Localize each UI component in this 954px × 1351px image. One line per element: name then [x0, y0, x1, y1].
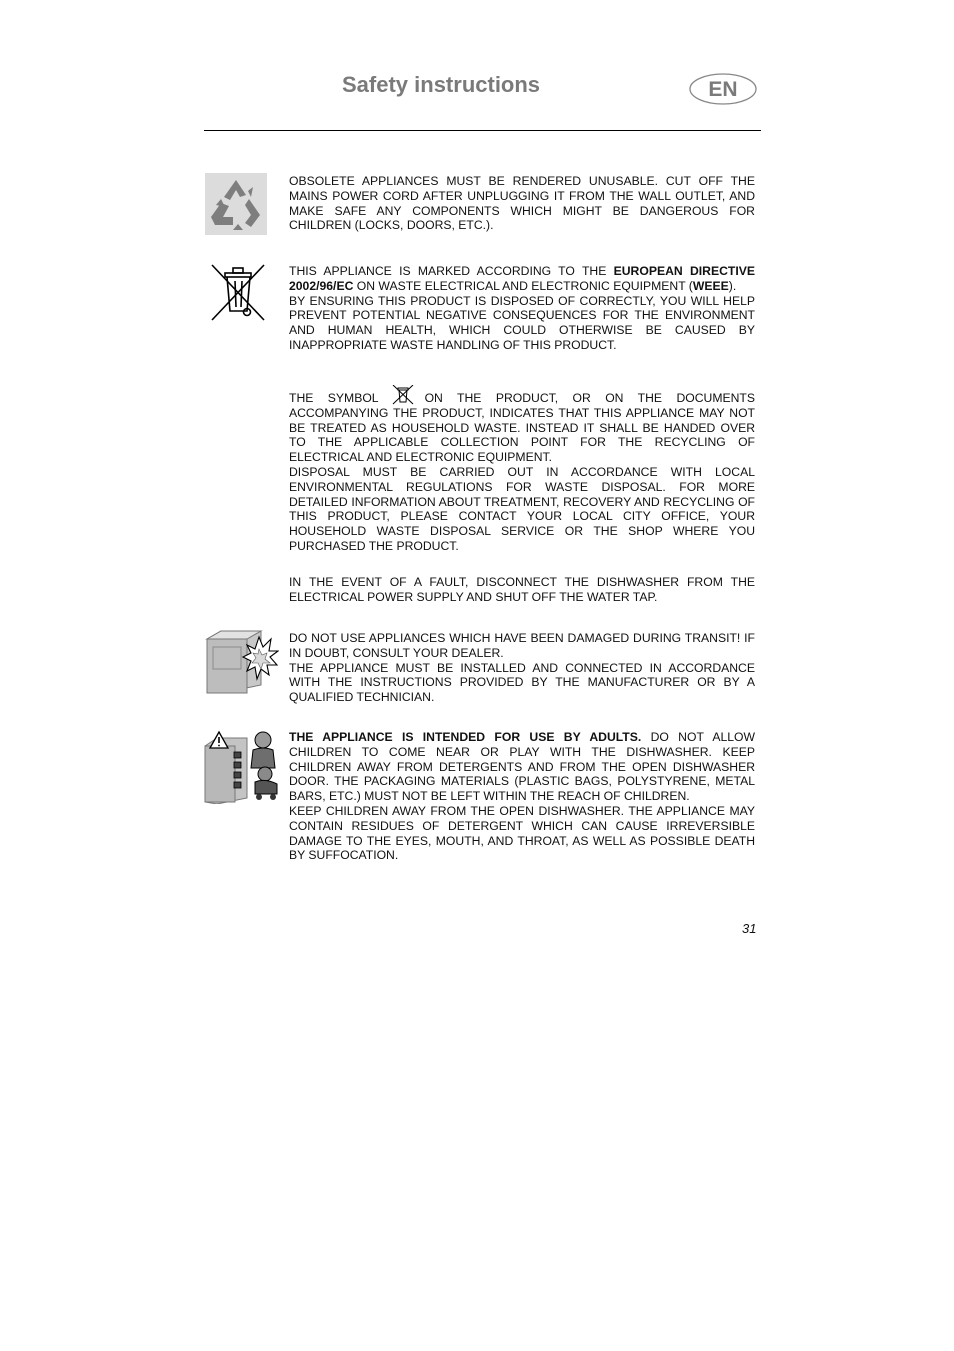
section-obsolete-appliances: [289, 174, 755, 233]
section-symbol: [289, 385, 755, 554]
weee-paragraph-1: [289, 264, 755, 294]
section-children: [289, 730, 755, 863]
weee-directive: EUROPEAN DIRECTIVE 2002/96/EC: [289, 264, 755, 293]
symbol-text-a: THE SYMBOL: [289, 391, 379, 405]
weee-paragraph-2: BY ENSURING THIS PRODUCT IS DISPOSED OF CORRECTLY, YOU WILL HELP PREVENT POTENTIAL NEGATIVE CONSEQUENCES FOR THE ENVIRONMENT AND HUMAN HEALTH, WHICH COULD OTHERWISE BE CAUSED BY INAPPROPRIATE WASTE HANDLING OF THIS PRODUCT.: [289, 293, 755, 352]
damaged-paragraph-2: THE APPLIANCE MUST BE INSTALLED AND CONNECTED IN ACCORDANCE WITH THE INSTRUCTIONS PROVIDED BY THE MANUFACTURER OR BY A QUALIFIED TECHNICIAN.: [289, 660, 755, 705]
weee-text-a: THIS APPLIANCE IS MARKED ACCORDING TO THE: [289, 264, 614, 278]
children-paragraph-1: [289, 730, 755, 804]
page-number: 31: [742, 921, 757, 936]
language-badge: [689, 72, 757, 106]
fault-text: IN THE EVENT OF A FAULT, DISCONNECT THE DISHWASHER FROM THE ELECTRICAL POWER SUPPLY AND SHUT OFF THE WATER TAP.: [289, 575, 755, 604]
crossed-bin-small-icon: [391, 385, 415, 405]
children-paragraph-2: KEEP CHILDREN AWAY FROM THE OPEN DISHWASHER. THE APPLIANCE MAY CONTAIN RESIDUES OF DETERGENT WHICH CAN CAUSE IRREVERSIBLE DAMAGE TO THE EYES, MOUTH, AND THROAT, AS WELL AS POSSIBLE DEATH BY SUFFOCATION.: [289, 803, 755, 863]
child-warning-icon: [203, 728, 281, 804]
page-title: Safety instructions: [342, 72, 541, 97]
recycle-icon: [205, 173, 267, 235]
language-code: EN: [708, 78, 738, 101]
children-text: DO NOT ALLOW CHILDREN TO COME NEAR OR PLAY WITH THE DISHWASHER. KEEP CHILDREN AWAY FROM DETERGENTS AND FROM THE OPEN DISHWASHER DOOR. THE PACKAGING MATERIALS (PLASTIC BAGS, POLYSTYRENE, METAL BARS, ETC.) MUST NOT BE LEFT WITHIN THE REACH OF CHILDREN.: [289, 730, 755, 804]
children-bold: THE APPLIANCE IS INTENDED FOR USE BY ADULTS.: [289, 730, 642, 744]
damaged-paragraph-1: DO NOT USE APPLIANCES WHICH HAVE BEEN DAMAGED DURING TRANSIT! IF IN DOUBT, CONSULT YOUR DEALER.: [289, 631, 755, 660]
obsolete-text: OBSOLETE APPLIANCES MUST BE RENDERED UNUSABLE. CUT OFF THE MAINS POWER CORD AFTER UNPLUGGING IT FROM THE WALL OUTLET, AND MAKE SAFE ANY COMPONENTS WHICH MIGHT BE DANGEROUS FOR CHILDREN (LOCKS, DOORS, ETC.).: [289, 174, 755, 233]
section-weee: [289, 264, 755, 353]
section-damaged: [289, 631, 755, 705]
crossed-bin-icon: [209, 261, 267, 323]
symbol-paragraph-2: DISPOSAL MUST BE CARRIED OUT IN ACCORDANCE WITH LOCAL ENVIRONMENTAL REGULATIONS FOR WASTE DISPOSAL. FOR MORE DETAILED INFORMATION ABOUT TREATMENT, RECOVERY AND RECYCLING OF THIS PRODUCT, PLEASE CONTACT YOUR LOCAL CITY OFFICE, YOUR HOUSEHOLD WASTE DISPOSAL SERVICE OR THE SHOP WHERE YOU PURCHASED THE PRODUCT.: [289, 464, 755, 553]
header-divider: [204, 130, 761, 131]
damaged-appliance-icon: [205, 627, 279, 697]
symbol-text-b: ON THE PRODUCT, OR ON THE DOCUMENTS ACCOMPANYING THE PRODUCT, INDICATES THAT THIS APPLIANCE MAY NOT BE TREATED AS HOUSEHOLD WASTE. INSTEAD IT SHALL BE HANDED OVER TO THE APPLICABLE COLLECTION POINT FOR THE RECYCLING OF ELECTRICAL AND ELECTRONIC EQUIPMENT.: [289, 391, 755, 465]
weee-text-c: ON WASTE ELECTRICAL AND ELECTRONIC EQUIPMENT (: [353, 278, 693, 293]
symbol-paragraph-1: [289, 385, 755, 465]
weee-abbrev: WEEE: [692, 278, 729, 293]
section-fault: [289, 575, 755, 605]
weee-text-e: ).: [728, 278, 737, 293]
